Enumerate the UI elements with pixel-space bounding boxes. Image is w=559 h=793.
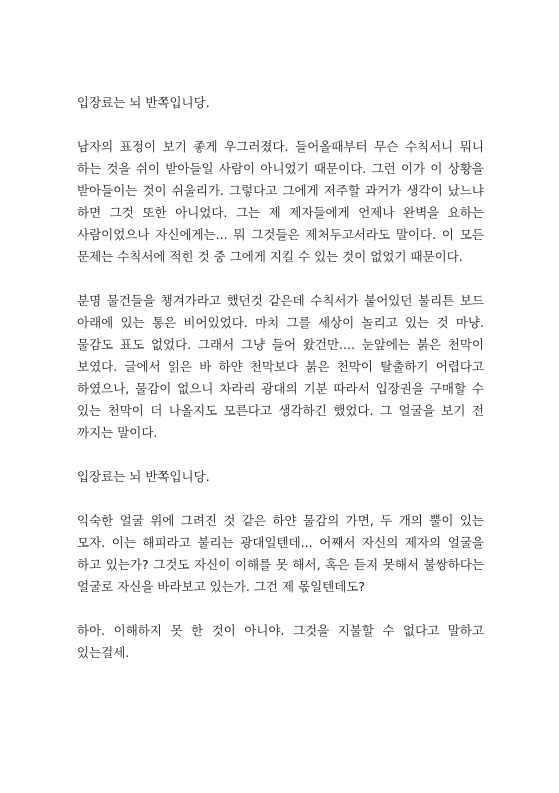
- paragraph-man-expression: 남자의 표정이 보기 좋게 우그러졌다. 들어올때부터 무슨 수칙서니 뭐니 하는 것을 쉬이 받아들일 사람이 아니었기 때문이다. 그런 이가 이 상황을 받아들이는 것이 쉬울리가. 그렇다고 그에게 저주할 과거가 생각이 났느냐 하면 그것 또한 아니었다. 그는 제 제자들에게 언제나 완벽을 요하는 사람이었으나 자신에게는... 뭐 그것들은 제처두고서라도 말이다. 이 모든 문제는 수칙서에 적힌 것 중 그에게 지킬 수 있는 것이 없었기 때문이다.: [77, 139, 484, 264]
- paragraph-clown-face: 익숙한 얼굴 위에 그려진 것 같은 하얀 물감의 가면, 두 개의 뿔이 있는 모자. 이는 해피라고 불리는 광대일텐데... 어째서 자신의 제자의 얼굴을 하고 있는가? 그것도 자신이 이해를 못 해서, 혹은 듣지 못해서 불쌍하다는 얼굴로 자신을 바라보고 있는가. 그건 제 몫일텐데도?: [77, 513, 484, 594]
- paragraph-cannot-pay: 하아. 이해하지 못 한 것이 아니야. 그것을 지불할 수 없다고 말하고 있는걸세.: [77, 623, 484, 660]
- paragraph-entrance-fee-2: 입장료는 뇌 반쪽입니당.: [77, 469, 210, 484]
- document-body: [77, 92, 484, 686]
- paragraph-entrance-fee-1: 입장료는 뇌 반쪽입니당.: [77, 95, 210, 110]
- paragraph-red-tent: 분명 물건들을 챙겨가라고 했던것 같은데 수칙서가 붙어있던 불리튼 보드 아래에 있는 통은 비어있었다. 마치 그를 세상이 놀리고 있는 것 마냥. 물감도 표도 없었다. 그래서 그냥 들어 왔건만.... 눈앞에는 붉은 천막이 보였다. 글에서 읽은 바 하얀 천막보다 붉은 천막이 탈출하기 어렵다고 하였으나, 물감이 없으니 차라리 광대의 기분 따라서 입장권을 구매할 수 있는 천막이 더 나올지도 모른다고 생각하긴 했었다. 그 얼굴을 보기 전 까지는 말이다.: [77, 293, 484, 440]
